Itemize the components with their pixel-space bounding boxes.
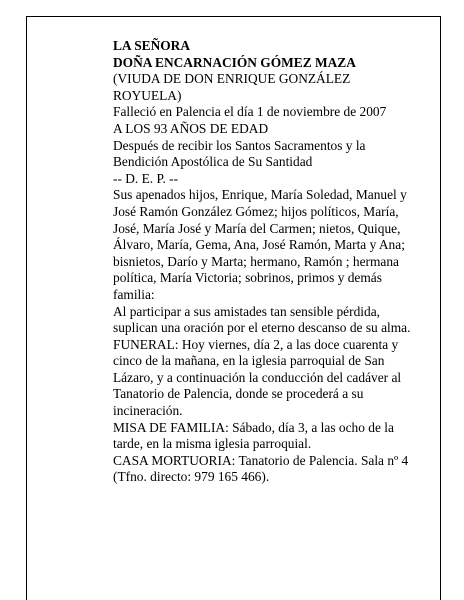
deceased-name: DOÑA ENCARNACIÓN GÓMEZ MAZA: [113, 54, 356, 70]
death-date-line: Falleció en Palencia el día 1 de noviembre de 2007: [113, 104, 387, 120]
funeral-home-line: (Tfno. directo: 979 165 466).: [113, 469, 270, 485]
family-line: Sus apenados hijos, Enrique, María Soledad, Manuel y: [113, 187, 407, 203]
prayer-request-line: Al participar a sus amistades tan sensible pérdida,: [113, 303, 380, 319]
family-line: familia:: [113, 286, 155, 302]
funeral-home-line: CASA MORTUORIA: Tanatorio de Palencia. Sala nº 4: [113, 452, 409, 468]
family-line: política, María Victoria; sobrinos, primos y demás: [113, 270, 382, 286]
family-line: José Ramón González Gómez; hijos políticos, María,: [113, 203, 399, 219]
funeral-line: cinco de la mañana, en la iglesia parroquial de San: [113, 353, 385, 369]
rip-line: -- D. E. P. --: [113, 170, 179, 186]
sacraments-line: Bendición Apostólica de Su Santidad: [113, 154, 313, 170]
family-mass-line: MISA DE FAMILIA: Sábado, día 3, a las ocho de la: [113, 419, 394, 435]
family-line: Álvaro, María, Gema, Ana, José Ramón, Marta y Ana;: [113, 237, 405, 253]
age-line: A LOS 93 AÑOS DE EDAD: [113, 120, 269, 136]
widow-of-line: ROYUELA): [113, 87, 182, 103]
funeral-line: FUNERAL: Hoy viernes, día 2, a las doce cuarenta y: [113, 336, 399, 352]
notice-heading: LA SEÑORA: [113, 38, 191, 53]
sacraments-line: Después de recibir los Santos Sacramentos y la: [113, 137, 366, 153]
funeral-line: incineración.: [113, 403, 183, 419]
family-mass-line: tarde, en la misma iglesia parroquial.: [113, 436, 312, 452]
family-line: José, María José y María del Carmen; nietos, Quique,: [113, 220, 401, 236]
widow-of-line: (VIUDA DE DON ENRIQUE GONZÁLEZ: [113, 71, 351, 87]
family-line: bisnietos, Darío y Marta; hermano, Ramón ; hermana: [113, 253, 399, 269]
prayer-request-line: suplican una oración por el eterno descanso de su alma.: [113, 320, 411, 336]
funeral-line: Tanatorio de Palencia, donde se procederá a su: [113, 386, 364, 402]
funeral-line: Lázaro, y a continuación la conducción del cadáver al: [113, 369, 402, 385]
obituary-notice: [113, 38, 413, 486]
